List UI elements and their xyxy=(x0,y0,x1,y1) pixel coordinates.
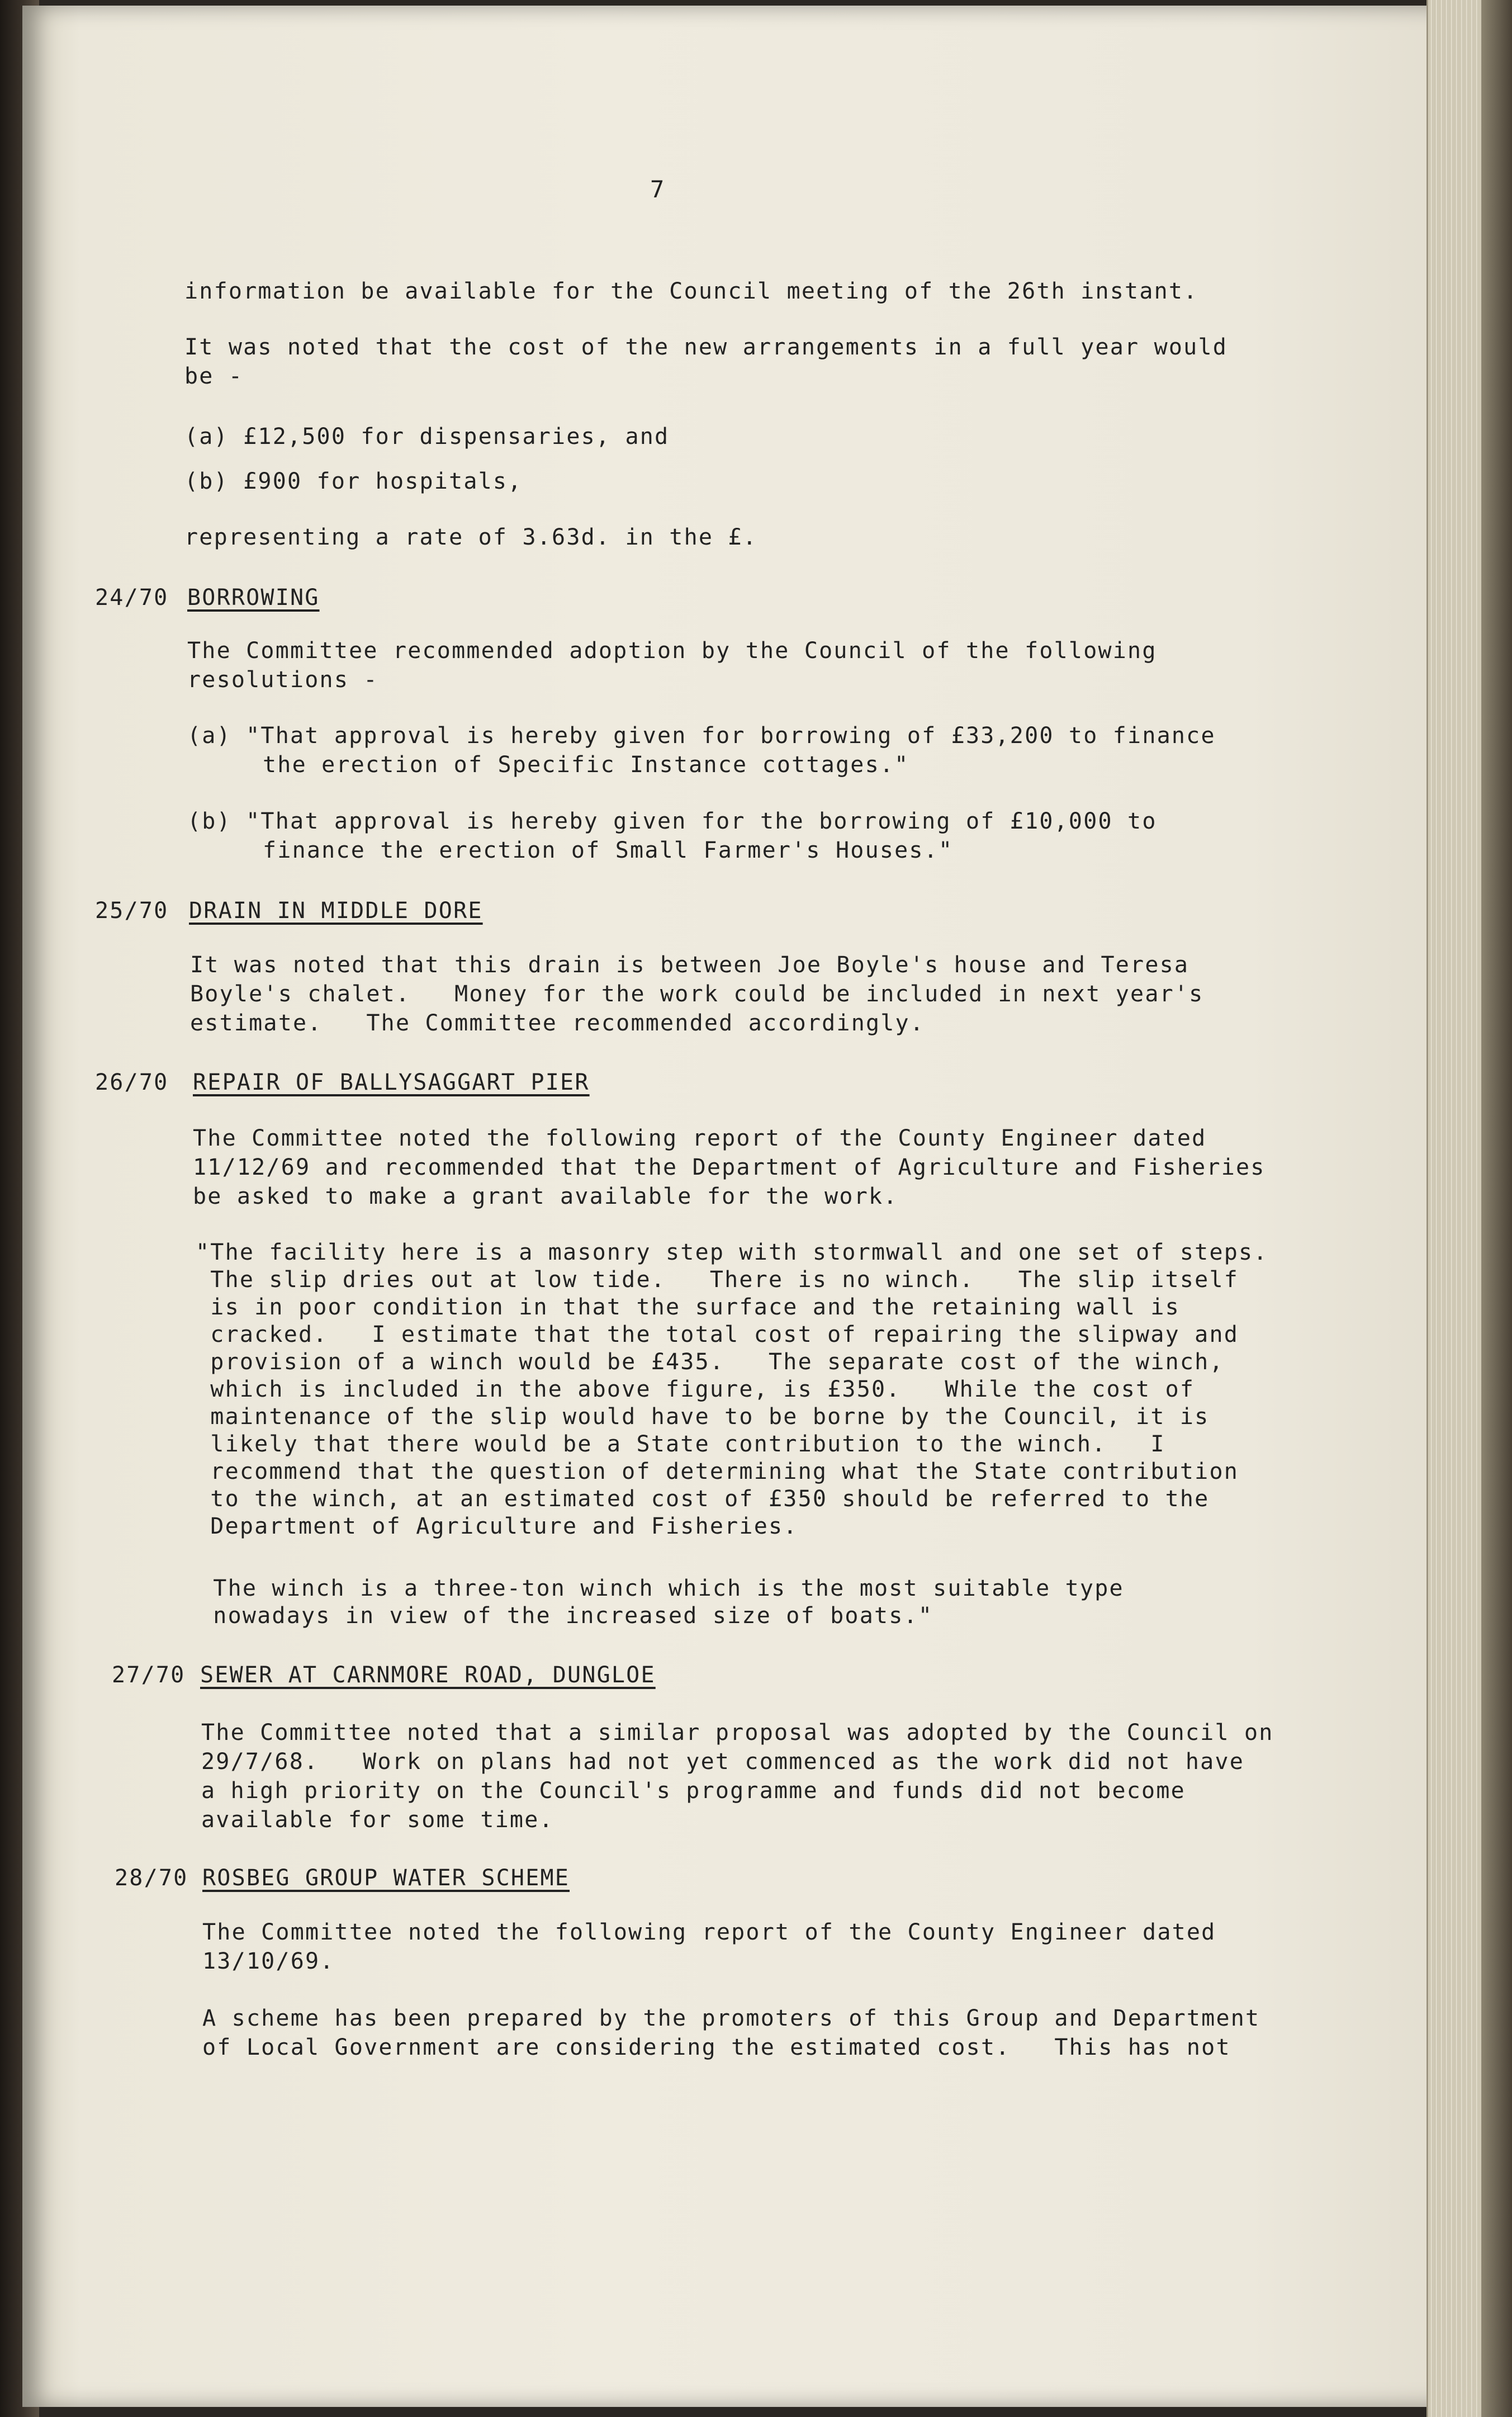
section-paragraph-line: resolutions - xyxy=(187,667,378,693)
section-paragraph-line: a high priority on the Council's programme and funds did not become xyxy=(201,1778,1186,1804)
resolution-b-line: finance the erection of Small Farmer's Houses." xyxy=(263,838,954,863)
section-paragraph-line: available for some time. xyxy=(201,1807,554,1833)
section-number: 24/70 xyxy=(95,585,169,611)
intro-paragraph-line: It was noted that the cost of the new arrangements in a full year would xyxy=(184,334,1228,360)
quoted-report-line: "The facility here is a masonry step with stormwall and one set of steps. xyxy=(196,1240,1268,1265)
section-paragraph-line: 11/12/69 and recommended that the Department of Agriculture and Fisheries xyxy=(193,1155,1265,1180)
section-paragraph-line: The Committee recommended adoption by the Council of the following xyxy=(187,638,1157,664)
section-paragraph-line: It was noted that this drain is between Joe Boyle's house and Teresa xyxy=(190,952,1189,978)
resolution-a-line: (a) "That approval is hereby given for borrowing of £33,200 to finance xyxy=(187,723,1216,749)
section-paragraph-line: The Committee noted the following report of the County Engineer dated xyxy=(202,1919,1216,1945)
section-number: 25/70 xyxy=(95,898,169,924)
intro-line: information be available for the Council meeting of the 26th instant. xyxy=(184,278,1198,304)
section-paragraph-line: Boyle's chalet. Money for the work could be included in next year's xyxy=(190,981,1204,1007)
page-number: 7 xyxy=(650,176,666,203)
section-number: 26/70 xyxy=(95,1070,169,1095)
section-paragraph-line: The Committee noted the following report of the County Engineer dated xyxy=(193,1125,1207,1151)
intro-item-b: (b) £900 for hospitals, xyxy=(184,469,523,494)
section-number: 27/70 xyxy=(112,1662,186,1688)
section-heading: REPAIR OF BALLYSAGGART PIER xyxy=(193,1070,590,1095)
quoted-report-line: cracked. I estimate that the total cost of repairing the slipway and xyxy=(196,1322,1239,1347)
page-edges xyxy=(1426,0,1512,2417)
section-heading: BORROWING xyxy=(187,585,320,611)
intro-rate-line: representing a rate of 3.63d. in the £. xyxy=(184,524,757,550)
section-heading: ROSBEG GROUP WATER SCHEME xyxy=(202,1865,570,1891)
intro-paragraph-line: be - xyxy=(184,363,244,389)
quoted-report-line: maintenance of the slip would have to be borne by the Council, it is xyxy=(196,1404,1210,1430)
section-number: 28/70 xyxy=(115,1865,188,1891)
quoted-report-line: provision of a winch would be £435. The separate cost of the winch, xyxy=(196,1349,1224,1375)
section-paragraph-line: be asked to make a grant available for the work. xyxy=(193,1184,898,1209)
quoted-report-line: is in poor condition in that the surface and the retaining wall is xyxy=(196,1294,1180,1320)
section-paragraph-line: estimate. The Committee recommended accordingly. xyxy=(190,1010,925,1036)
section-paragraph-line: 13/10/69. xyxy=(202,1948,335,1974)
quoted-report-line: nowadays in view of the increased size of boats." xyxy=(198,1603,933,1629)
resolution-a-line: the erection of Specific Instance cottages." xyxy=(263,752,909,778)
quoted-report-line: to the winch, at an estimated cost of £350 should be referred to the xyxy=(196,1486,1210,1512)
section-heading: DRAIN IN MIDDLE DORE xyxy=(189,898,483,924)
quoted-report-line: Department of Agriculture and Fisheries. xyxy=(196,1513,798,1539)
quoted-report-line: which is included in the above figure, is £350. While the cost of xyxy=(196,1377,1195,1402)
quoted-report-line: The winch is a three-ton winch which is the most suitable type xyxy=(198,1576,1124,1601)
quoted-report-line: recommend that the question of determining what the State contribution xyxy=(196,1459,1239,1484)
quoted-report-line: likely that there would be a State contribution to the winch. I xyxy=(196,1431,1165,1457)
section-paragraph-line: of Local Government are considering the estimated cost. This has not xyxy=(202,2035,1231,2060)
resolution-b-line: (b) "That approval is hereby given for the borrowing of £10,000 to xyxy=(187,808,1157,834)
section-paragraph-line: The Committee noted that a similar proposal was adopted by the Council on xyxy=(201,1720,1274,1746)
section-paragraph-line: A scheme has been prepared by the promoters of this Group and Department xyxy=(202,2006,1260,2031)
section-paragraph-line: 29/7/68. Work on plans had not yet commenced as the work did not have xyxy=(201,1749,1245,1775)
section-heading: SEWER AT CARNMORE ROAD, DUNGLOE xyxy=(200,1662,656,1688)
quoted-report-line: The slip dries out at low tide. There is no winch. The slip itself xyxy=(196,1267,1239,1293)
intro-item-a: (a) £12,500 for dispensaries, and xyxy=(184,424,670,450)
